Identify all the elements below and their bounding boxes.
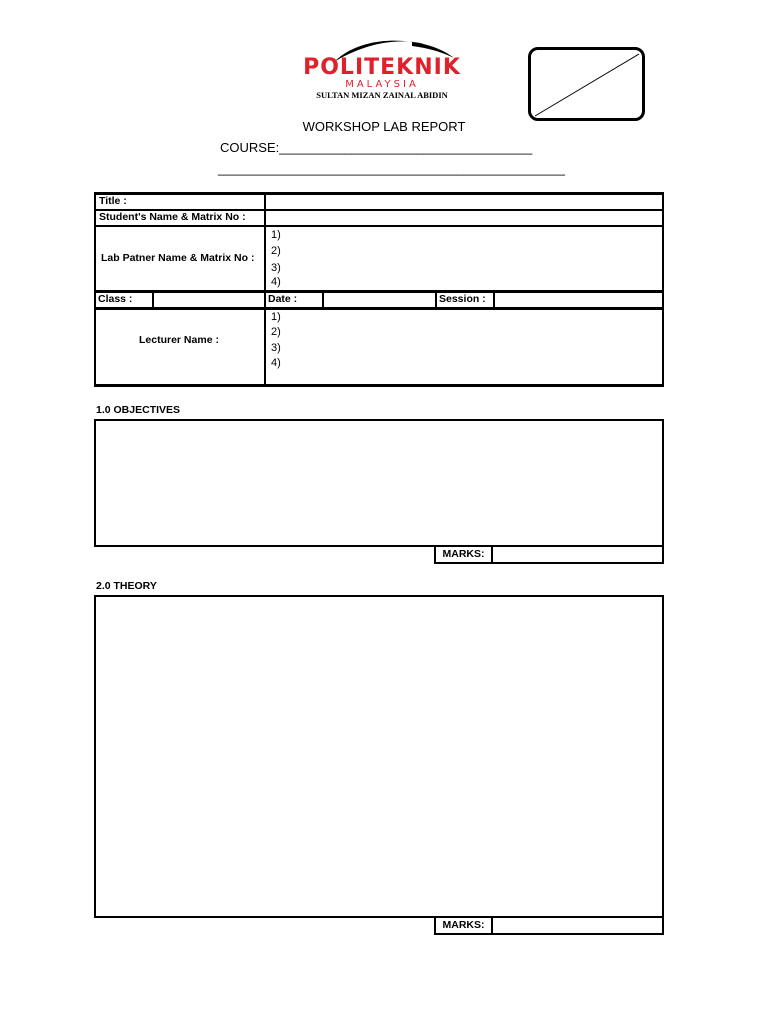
logo-country-text: MALAYSIA [345,79,419,90]
title-input[interactable] [266,195,662,209]
table-border-bottom [94,384,664,387]
title-label: Title : [99,195,127,207]
objectives-marks-input[interactable] [493,547,662,562]
course-field-line-2[interactable]: ________________________________________________ [218,161,566,176]
partner-number[interactable]: 4) [271,276,281,288]
objectives-marks-row [434,545,664,564]
session-label: Session : [439,293,486,305]
class-label: Class : [98,293,133,305]
logo-brand-text: POLITEKNIK [303,55,461,80]
lecturer-number[interactable]: 3) [271,342,281,354]
class-input[interactable] [154,293,264,307]
report-title: WORKSHOP LAB REPORT [302,119,466,134]
table-rule [94,307,664,310]
student-input[interactable] [266,211,662,225]
lecturer-number[interactable]: 4) [271,357,281,369]
politeknik-logo [294,36,470,102]
table-divider [435,291,437,309]
marks-label: MARKS: [436,547,493,562]
date-input[interactable] [324,293,435,307]
theory-marks-row [434,916,664,935]
theory-box[interactable] [94,595,664,918]
marks-label: MARKS: [436,918,493,933]
objectives-title: 1.0 OBJECTIVES [96,404,181,416]
table-border-left [94,192,96,387]
lecturer-number[interactable]: 1) [271,311,281,323]
theory-title: 2.0 THEORY [96,580,157,592]
lecturer-label: Lecturer Name : [139,334,219,346]
partner-number[interactable]: 1) [271,229,281,241]
table-rule [94,225,664,227]
lecturer-number[interactable]: 2) [271,326,281,338]
logo-campus-text: SULTAN MIZAN ZAINAL ABIDIN [316,90,448,100]
partner-label: Lab Patner Name & Matrix No : [101,252,255,264]
objectives-box[interactable] [94,419,664,547]
table-border-right [662,192,664,387]
theory-marks-input[interactable] [493,918,662,933]
partner-number[interactable]: 2) [271,245,281,257]
session-input[interactable] [495,293,662,307]
student-label: Student's Name & Matrix No : [99,211,246,223]
course-field[interactable]: COURSE:___________________________________ [220,140,533,155]
grade-box [528,47,645,121]
date-label: Date : [268,293,298,305]
partner-number[interactable]: 3) [271,262,281,274]
